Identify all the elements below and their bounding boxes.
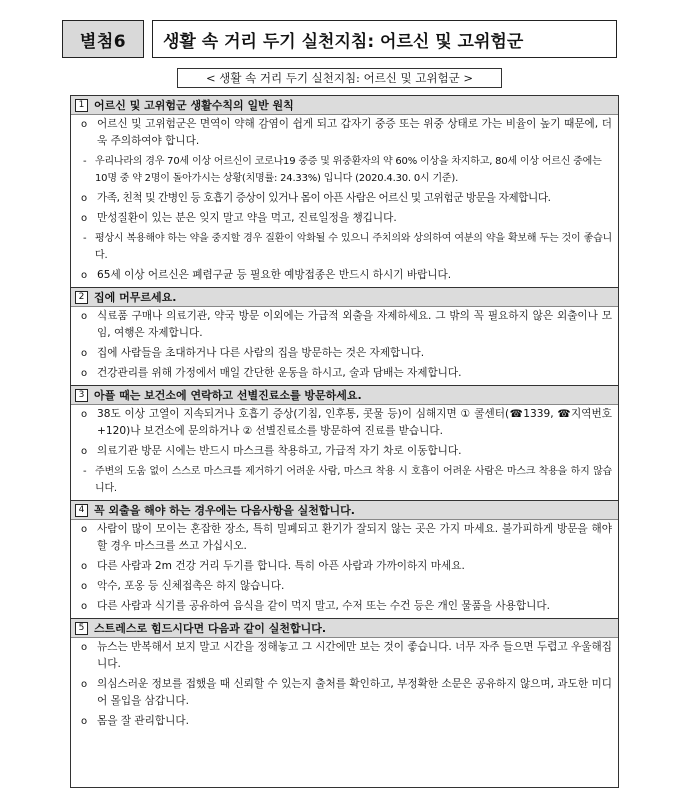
item-text: 집에 사람들을 초대하거나 다른 사람의 집을 방문하는 것은 자제합니다.	[97, 347, 425, 359]
list-item	[71, 406, 618, 440]
item-text: 뉴스는 반복해서 보지 말고 시간을 정해놓고 그 시간에만 보는 것이 좋습니다. 너무 자주 들으면 두렵고 우울해집니다.	[97, 641, 612, 670]
list-item	[71, 639, 618, 673]
section-title	[71, 501, 618, 520]
item-text: 우리나라의 경우 70세 이상 어르신이 코로나19 중증 및 위중환자의 약 60% 이상을 차지하고, 80세 이상 어르신 중에는 10명 중 약 2명이 돌아가시는 상황(치명률: 24.33%) 입니다 (2020.4.30. 0시 기준).	[95, 156, 602, 184]
list-subitem	[71, 230, 618, 264]
circle-bullet-icon: o	[81, 193, 88, 204]
circle-bullet-icon: o	[81, 524, 88, 535]
item-text: 다른 사람과 2m 건강 거리 두기를 합니다. 특히 아픈 사람과 가까이하지 마세요.	[97, 560, 465, 572]
list-item	[71, 443, 618, 460]
list-subitem	[71, 153, 618, 187]
item-text: 의심스러운 정보를 접했을 때 신뢰할 수 있는지 출처를 확인하고, 부정확한 소문은 공유하지 않으며, 과도한 미디어 몰입을 삼갑니다.	[97, 678, 612, 707]
item-text: 65세 이상 어르신은 폐렴구균 등 필요한 예방접종은 반드시 하시기 바랍니다.	[97, 269, 452, 281]
item-text: 어르신 및 고위험군은 면역이 약해 감염이 쉽게 되고 갑자기 중증 또는 위중 상태로 가는 비율이 높기 때문에, 더욱 주의하여야 합니다.	[97, 118, 612, 147]
circle-bullet-icon: o	[81, 716, 88, 727]
list-item	[71, 210, 618, 227]
list-item	[71, 190, 618, 207]
dash-bullet-icon: -	[83, 156, 87, 167]
item-text: 만성질환이 있는 분은 잊지 말고 약을 먹고, 진료일정을 챙깁니다.	[97, 212, 397, 224]
item-text: 가족, 친척 및 간병인 등 호흡기 증상이 있거나 몸이 아픈 사람은 어르신 및 고위험군 방문을 자제합니다.	[97, 192, 551, 204]
document-subtitle: < 생활 속 거리 두기 실천지침: 어르신 및 고위험군 >	[177, 68, 502, 88]
list-item	[71, 365, 618, 382]
section-general-principles	[71, 96, 618, 284]
item-text: 평상시 복용해야 하는 약을 중지할 경우 질환이 악화될 수 있으니 주치의와 상의하여 여분의 약을 확보해 두는 것이 좋습니다.	[95, 233, 612, 261]
section-number: 1	[75, 99, 88, 112]
item-text: 의료기관 방문 시에는 반드시 마스크를 착용하고, 가급적 자기 차로 이동합니다.	[97, 445, 462, 457]
circle-bullet-icon: o	[81, 446, 88, 457]
circle-bullet-icon: o	[81, 679, 88, 690]
list-item	[71, 676, 618, 710]
section-title	[71, 619, 618, 638]
list-item	[71, 713, 618, 730]
section-going-out	[71, 500, 618, 615]
list-item	[71, 267, 618, 284]
circle-bullet-icon: o	[81, 561, 88, 572]
circle-bullet-icon: o	[81, 119, 88, 130]
section-title-text: 아플 때는 보건소에 연락하고 선별진료소를 방문하세요.	[94, 389, 362, 402]
item-text: 사람이 많이 모이는 혼잡한 장소, 특히 밀폐되고 환기가 잘되지 않는 곳은 가지 마세요. 불가피하게 방문을 해야 할 경우 마스크를 쓰고 가십시오.	[97, 523, 612, 552]
item-text: 38도 이상 고열이 지속되거나 호흡기 증상(기침, 인후통, 콧물 등)이 심해지면 ① 콜센터(☎1339, ☎지역번호+120)나 보건소에 문의하거나 ② 선별진료소를 방문하여 진료를 받습니다.	[97, 408, 612, 437]
circle-bullet-icon: o	[81, 642, 88, 653]
section-title	[71, 96, 618, 115]
list-item	[71, 116, 618, 150]
list-item	[71, 308, 618, 342]
attachment-badge: 별첨6	[62, 20, 144, 58]
section-title	[71, 288, 618, 307]
list-item	[71, 345, 618, 362]
list-subitem	[71, 463, 618, 497]
document-title: 생활 속 거리 두기 실천지침: 어르신 및 고위험군	[152, 20, 617, 58]
section-stay-home	[71, 287, 618, 382]
section-title-text: 꼭 외출을 해야 하는 경우에는 다음사항을 실천합니다.	[94, 504, 355, 517]
circle-bullet-icon: o	[81, 601, 88, 612]
section-title-text: 어르신 및 고위험군 생활수칙의 일반 원칙	[94, 99, 294, 112]
circle-bullet-icon: o	[81, 368, 88, 379]
circle-bullet-icon: o	[81, 409, 88, 420]
circle-bullet-icon: o	[81, 270, 88, 281]
list-item	[71, 558, 618, 575]
section-title-text: 스트레스로 힘드시다면 다음과 같이 실천합니다.	[94, 622, 327, 635]
item-text: 식료품 구매나 의료기관, 약국 방문 이외에는 가급적 외출을 자제하세요. 그 밖의 꼭 필요하지 않은 외출이나 모임, 여행은 자제합니다.	[97, 310, 612, 339]
dash-bullet-icon: -	[83, 233, 87, 244]
section-number: 2	[75, 291, 88, 304]
section-when-sick	[71, 385, 618, 497]
section-number: 4	[75, 504, 88, 517]
item-text: 주변의 도움 없이 스스로 마스크를 제거하기 어려운 사람, 마스크 착용 시 호흡이 어려운 사람은 마스크 착용을 하지 않습니다.	[95, 466, 612, 494]
section-stress	[71, 618, 618, 730]
guidelines-box	[70, 95, 619, 788]
circle-bullet-icon: o	[81, 213, 88, 224]
document-header	[62, 20, 617, 60]
list-item	[71, 578, 618, 595]
list-item	[71, 521, 618, 555]
item-text: 악수, 포옹 등 신체접촉은 하지 않습니다.	[97, 580, 285, 592]
section-title-text: 집에 머무르세요.	[94, 291, 177, 304]
item-text: 몸을 잘 관리합니다.	[97, 715, 189, 727]
item-text: 건강관리를 위해 가정에서 매일 간단한 운동을 하시고, 술과 담배는 자제합니다.	[97, 367, 462, 379]
circle-bullet-icon: o	[81, 581, 88, 592]
section-number: 5	[75, 622, 88, 635]
section-number: 3	[75, 389, 88, 402]
item-text: 다른 사람과 식기를 공유하여 음식을 같이 먹지 말고, 수저 또는 수건 등은 개인 물품을 사용합니다.	[97, 600, 550, 612]
dash-bullet-icon: -	[83, 466, 87, 477]
section-title	[71, 386, 618, 405]
circle-bullet-icon: o	[81, 348, 88, 359]
list-item	[71, 598, 618, 615]
circle-bullet-icon: o	[81, 311, 88, 322]
